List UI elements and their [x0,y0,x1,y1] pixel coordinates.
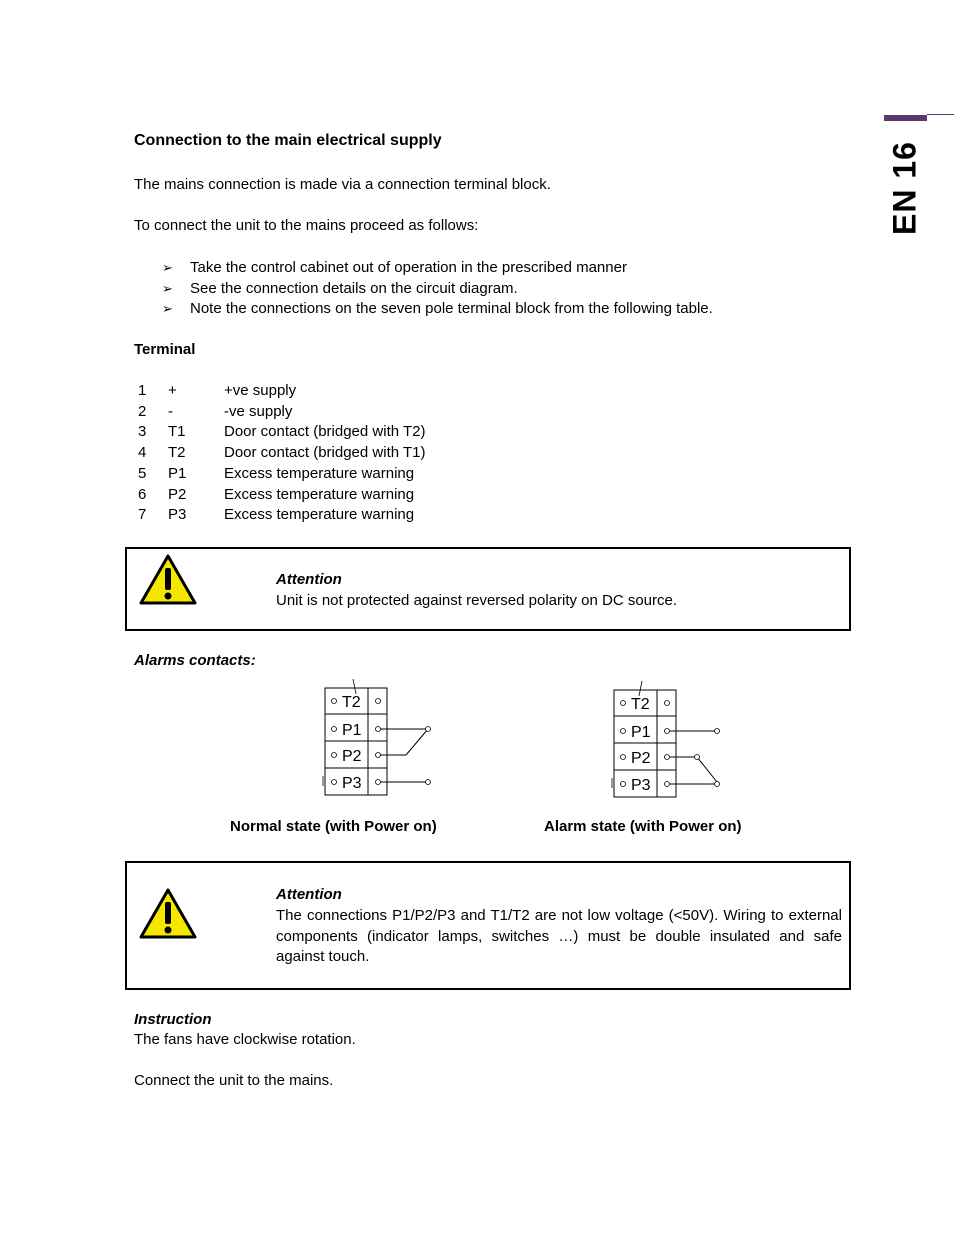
side-tab-accent [884,115,927,121]
terminal-label-p1: P1 [631,724,651,741]
alarm-state-diagram [609,676,729,800]
section-heading: Connection to the main electrical supply [134,132,442,149]
list-item: ➢ See the connection details on the circuit diagram. [162,279,713,300]
attention-title: Attention [276,571,342,588]
instruction-text: Connect the unit to the mains. [134,1072,334,1089]
terminal-label-p3: P3 [631,777,651,794]
arrow-bullet-icon: ➢ [162,301,173,316]
table-row: 6 P2 Excess temperature warning [138,485,415,503]
terminal-label-t2: T2 [342,694,361,711]
attention-text: The connections P1/P2/P3 and T1/T2 are not low voltage (<50V). Wiring to external components (indicator lamps, switches …) must be double insulated and safe against touch. [276,907,842,965]
warning-triangle-icon [138,553,198,607]
side-tab-line [927,114,954,115]
attention-title: Attention [276,886,342,903]
table-row: 3 T1 Door contact (bridged with T2) [138,423,426,441]
table-row: 5 P1 Excess temperature warning [138,464,415,482]
alarm-state-caption: Alarm state (with Power on) [544,818,742,835]
normal-state-caption: Normal state (with Power on) [230,818,437,835]
warning-triangle-icon [138,887,198,941]
terminal-label-p3: P3 [342,775,362,792]
attention-text: Unit is not protected against reversed polarity on DC source. [276,592,678,609]
terminal-label-p2: P2 [631,750,651,767]
list-item: ➢ Take the control cabinet out of operation in the prescribed manner [162,258,713,279]
table-row: 1 + +ve supply [138,382,297,399]
list-item: ➢ Note the connections on the seven pole terminal block from the following table. [162,299,713,320]
instruction-title: Instruction [134,1011,212,1028]
terminal-label-p2: P2 [342,748,362,765]
normal-state-diagram [320,676,440,800]
arrow-bullet-icon: ➢ [162,280,173,296]
terminal-table [138,381,425,526]
arrow-bullet-icon: ➢ [162,260,173,275]
attention-box [125,861,851,990]
intro-text: The mains connection is made via a connection terminal block. [134,176,551,193]
instruction-text: The fans have clockwise rotation. [134,1031,356,1048]
terminal-label-p1: P1 [342,722,362,739]
table-row: 4 T2 Door contact (bridged with T1) [138,444,426,462]
attention-box [125,547,851,631]
proceed-text: To connect the unit to the mains proceed as follows: [134,217,479,234]
table-row: 2 - -ve supply [138,402,293,420]
terminal-title: Terminal [134,341,196,358]
instruction-list [162,258,713,320]
table-row: 7 P3 Excess temperature warning [138,506,415,524]
alarms-title: Alarms contacts: [134,652,256,669]
page-number-tab: EN 16 [886,141,923,235]
terminal-label-t2: T2 [631,696,650,713]
